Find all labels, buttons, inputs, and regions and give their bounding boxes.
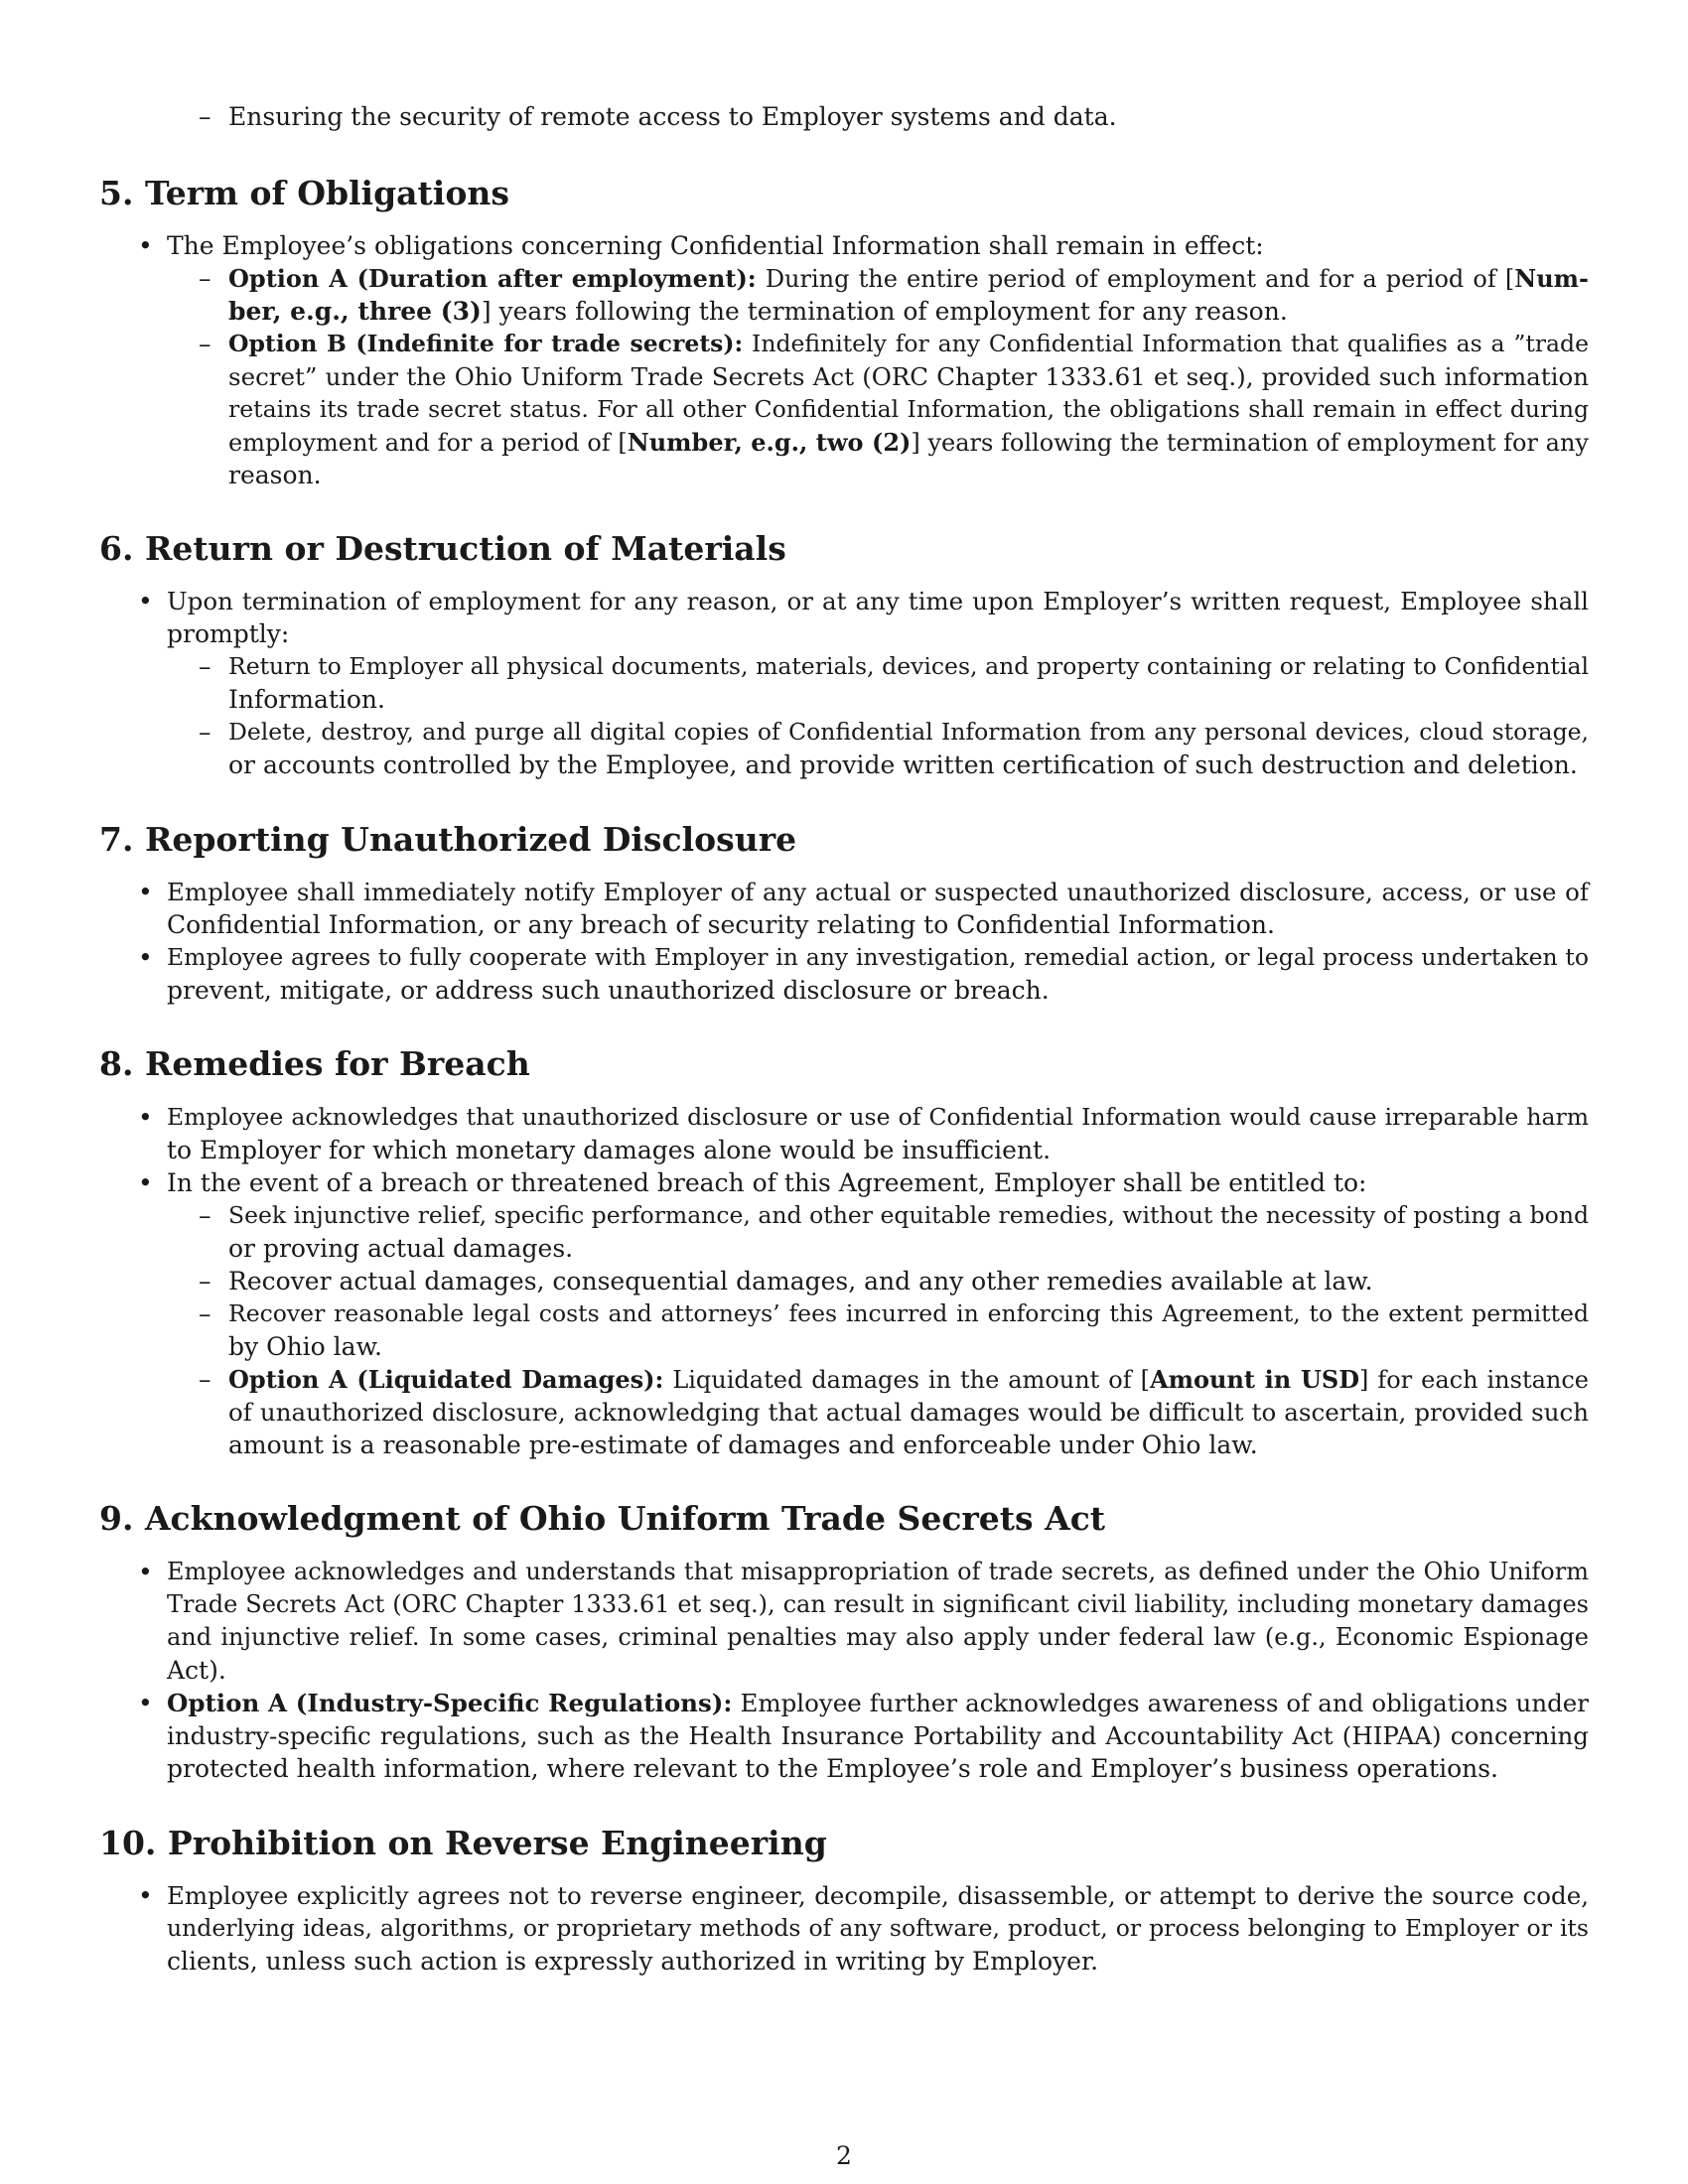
placeholder-text: Amount in USD	[1149, 1365, 1360, 1394]
option-a-line	[167, 1687, 1589, 1719]
list-item: Seek injunctive relief, specific performance, and other equitable remedies, without the necessity of posting a bond	[228, 1201, 1589, 1229]
list-item: or proving actual damages.	[228, 1234, 574, 1263]
dash-bullet: –	[199, 718, 211, 747]
text-span: ] years following the termination of employment for any reason.	[481, 297, 1288, 326]
bullet: •	[138, 1881, 153, 1910]
list-item: underlying ideas, algorithms, or proprietary methods of any software, product, or process belonging to Employer or its	[167, 1914, 1589, 1942]
option-label: Option A (Liquidated Damages):	[228, 1365, 664, 1394]
bullet: •	[138, 878, 153, 906]
dash-bullet: –	[199, 652, 211, 681]
section-heading-9: 9. Acknowledgment of Ohio Uniform Trade Secrets Act	[99, 1499, 1106, 1538]
dash-bullet: –	[199, 1299, 211, 1328]
list-item: The Employee’s obligations concerning Confidential Information shall remain in effect:	[167, 231, 1264, 260]
list-item: Employee acknowledges and understands that misappropriation of trade secrets, as defined under the Ohio Uniform	[167, 1558, 1589, 1585]
text-span: ] years following the termination of employment for any	[911, 429, 1589, 457]
list-item: Recover actual damages, consequential damages, and any other remedies available at law.	[228, 1267, 1373, 1296]
dash-bullet: –	[199, 1365, 211, 1394]
list-item: Ensuring the security of remote access to Employer systems and data.	[228, 102, 1117, 131]
list-item: Employee explicitly agrees not to reverse engineer, decompile, disassemble, or attempt to derive the source code,	[167, 1881, 1589, 1910]
option-label: Option A (Industry-Specific Regulations):	[167, 1689, 733, 1717]
bullet: •	[138, 1689, 153, 1717]
option-b-line	[228, 328, 1589, 360]
dash-bullet: –	[199, 1267, 211, 1296]
dash-bullet: –	[199, 1201, 211, 1230]
list-item: Recover reasonable legal costs and attorneys’ fees incurred in enforcing this Agreement, to the extent permitted	[228, 1299, 1589, 1327]
list-item: Information.	[228, 685, 385, 714]
option-a-line	[228, 295, 1288, 328]
placeholder-text: ber, e.g., three (3)	[228, 297, 482, 326]
section-heading-8: 8. Remedies for Breach	[99, 1044, 530, 1083]
bullet: •	[138, 1558, 153, 1586]
dash-bullet: –	[199, 330, 211, 358]
list-item: Confidential Information, or any breach of security relating to Confidential Information.	[167, 910, 1275, 939]
list-item: Upon termination of employment for any reason, or at any time upon Employer’s written request, Employee shall	[167, 587, 1589, 615]
option-a-line: of unauthorized disclosure, acknowledging that actual damages would be difficult to ascertain, provided such	[228, 1398, 1589, 1427]
list-item: Trade Secrets Act (ORC Chapter 1333.61 et seq.), can result in significant civil liability, including monetary damages	[167, 1590, 1589, 1618]
list-item: Delete, destroy, and purge all digital copies of Confidential Information from any personal devices, cloud storage,	[228, 718, 1589, 746]
list-item: or accounts controlled by the Employee, and provide written certification of such destruction and deletion.	[228, 751, 1578, 779]
option-label: Option B (Indefinite for trade secrets):	[228, 330, 744, 357]
bullet: •	[138, 943, 153, 972]
list-item: and injunctive relief. In some cases, criminal penalties may also apply under federal law (e.g., Economic Espionage	[167, 1623, 1589, 1651]
list-item: prevent, mitigate, or address such unauthorized disclosure or breach.	[167, 976, 1050, 1005]
section-heading-5: 5. Term of Obligations	[99, 174, 509, 212]
option-a-line: industry-specific regulations, such as the Health Insurance Portability and Accountability Act (HIPAA) concerning	[167, 1721, 1589, 1750]
bullet: •	[138, 231, 153, 260]
list-item: clients, unless such action is expressly authorized in writing by Employer.	[167, 1947, 1099, 1976]
text-span: Indefinitely for any Confidential Information that qualifies as a ”trade	[752, 330, 1589, 357]
option-a-line: protected health information, where relevant to the Employee’s role and Employer’s business operations.	[167, 1754, 1499, 1783]
dash-bullet: –	[199, 264, 211, 293]
bullet: •	[138, 1103, 153, 1132]
list-item: Employee agrees to fully cooperate with Employer in any investigation, remedial action, or legal process undertaken to	[167, 943, 1589, 971]
list-item: promptly:	[167, 619, 290, 648]
bullet: •	[138, 1168, 153, 1197]
page-number: 2	[836, 2141, 852, 2170]
text-span: ] for each instance	[1359, 1366, 1590, 1394]
list-item: In the event of a breach or threatened breach of this Agreement, Employer shall be entitled to:	[167, 1168, 1367, 1197]
list-item: by Ohio law.	[228, 1332, 382, 1361]
option-a-line: amount is a reasonable pre-estimate of damages and enforceable under Ohio law.	[228, 1431, 1258, 1459]
option-b-line: secret” under the Ohio Uniform Trade Secrets Act (ORC Chapter 1333.61 et seq.), provided such information	[228, 362, 1589, 391]
text-span: During the entire period of employment and for a period of [	[765, 265, 1515, 293]
option-label: Option A (Duration after employment):	[228, 264, 757, 293]
text-span: employment and for a period of [	[228, 429, 628, 457]
option-a-line	[228, 262, 1589, 296]
section-heading-7: 7. Reporting Unauthorized Disclosure	[99, 820, 797, 859]
option-a-line	[228, 1363, 1589, 1397]
placeholder-text: Number, e.g., two (2)	[627, 428, 912, 457]
section-heading-10: 10. Prohibition on Reverse Engineering	[99, 1824, 827, 1862]
option-b-line: retains its trade secret status. For all other Confidential Information, the obligations shall remain in effect during	[228, 395, 1589, 423]
list-item: Employee acknowledges that unauthorized disclosure or use of Confidential Information would cause irreparable harm	[167, 1103, 1589, 1131]
bullet: •	[138, 587, 153, 615]
text-span: Employee further acknowledges awareness of and obligations under	[740, 1689, 1590, 1717]
list-item: Employee shall immediately notify Employer of any actual or suspected unauthorized disclosure, access, or use of	[167, 878, 1589, 906]
option-b-line	[228, 426, 1589, 460]
list-item: Act).	[167, 1656, 226, 1685]
section-heading-6: 6. Return or Destruction of Materials	[99, 529, 786, 568]
list-item: Return to Employer all physical documents, materials, devices, and property containing or relating to Confidential	[228, 652, 1589, 680]
list-item: to Employer for which monetary damages alone would be insufficient.	[167, 1136, 1052, 1164]
dash-bullet: –	[199, 102, 211, 131]
text-span: Liquidated damages in the amount of [	[672, 1366, 1150, 1394]
placeholder-text: Num-	[1514, 264, 1589, 293]
option-b-line: reason.	[228, 461, 322, 489]
